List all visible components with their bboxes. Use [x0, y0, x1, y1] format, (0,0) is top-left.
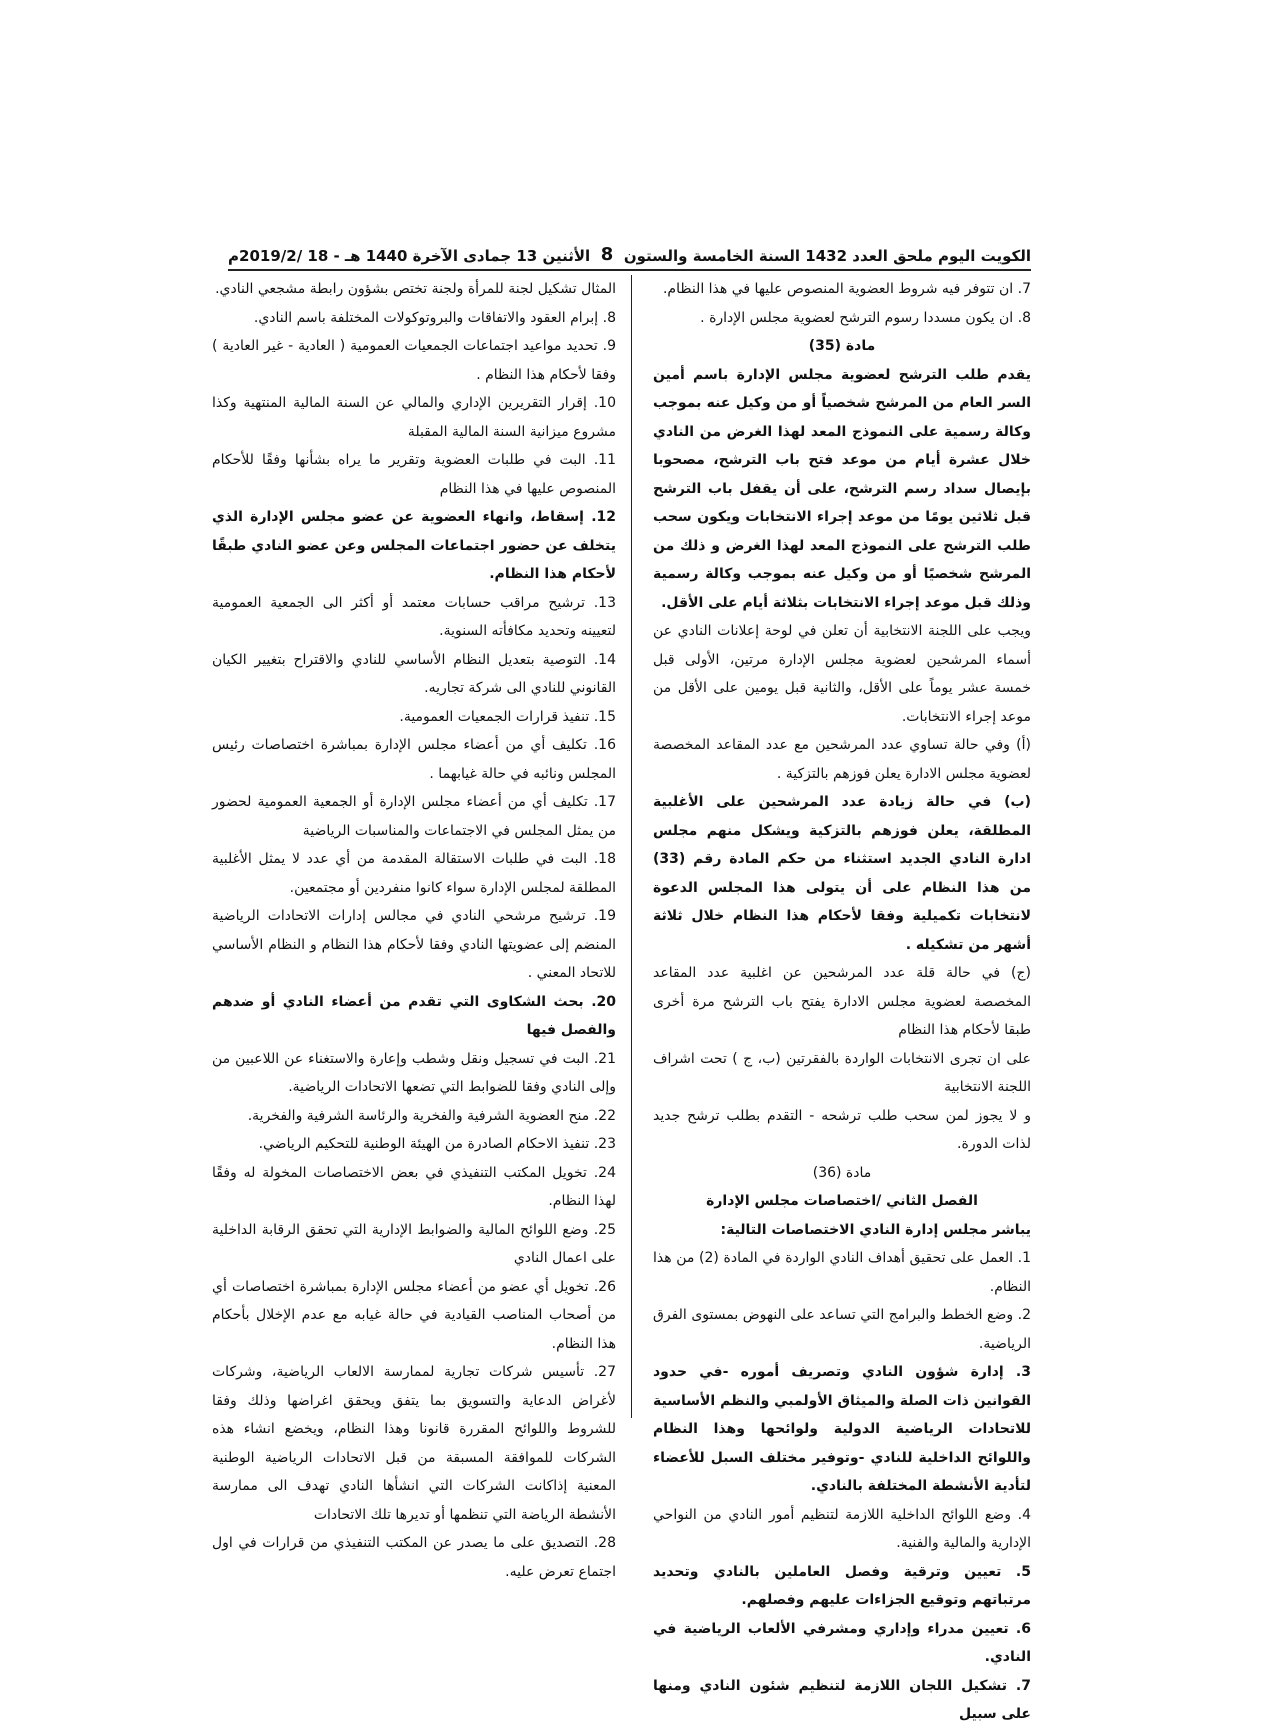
list-item: 28. التصديق على ما يصدر عن المكتب التنفيذي من قرارات في اول اجتماع تعرض عليه.	[212, 1535, 616, 1580]
list-item: 27. تأسيس شركات تجارية لممارسة الالعاب الرياضية، وشركات لأغراض الدعاية والتسويق بما يتفق ويحقق اغراضها وذلك وفقا للشروط واللوائح المقررة قانونا وهذا النظام، ويخضع انشاء هذه الشركات للموافقة المسبقة من قبل الاتحادات الرياضية الوطنية المعنية إذاكانت الشركات التي انشأها النادي تهدف الى ممارسة الأنشطة الرياضة التي تنظمها أو تديرها تلك الاتحادات	[212, 1364, 616, 1523]
list-item: 23. تنفيذ الاحكام الصادرة من الهيئة الوطنية للتحكيم الرياضي.	[258, 1136, 616, 1152]
list-item: 4. وضع اللوائح الداخلية اللازمة لتنظيم أمور النادي من النواحي الإدارية والمالية والفنية.	[653, 1506, 1031, 1551]
paragraph: (أ) وفي حالة تساوي عدد المرشحين مع عدد المقاعد المخصصة لعضوية مجلس الادارة يعلن فوزهم بالتزكية .	[653, 737, 1031, 782]
paragraph: (ب) في حالة زيادة عدد المرشحين على الأغلبية المطلقة، يعلن فوزهم بالتزكية ويشكل منهم مجلس ادارة النادي الجديد استثناء من حكم المادة رقم (33) من هذا النظام على أن يتولى هذا المجلس الدعوة لانتخابات تكميلية وفقا لأحكام هذا النظام خلال ثلاثة أشهر من تشكيله .	[653, 794, 1031, 953]
condition-item: 8. ان يكون مسددا رسوم الترشح لعضوية مجلس الإدارة .	[700, 309, 1031, 326]
list-item: 8. إبرام العقود والاتفاقات والبروتوكولات المختلفة باسم النادي.	[253, 309, 616, 326]
list-item: 22. منح العضوية الشرفية والفخرية والرئاسة الشرفية والفخرية.	[247, 1107, 616, 1124]
list-item: 11. البت في طلبات العضوية وتقرير ما يراه بشأنها وفقًا للأحكام المنصوص عليها في هذا النظام	[212, 452, 616, 497]
publication-title: الكويت اليوم ملحق العدد 1432 السنة الخامسة والستون	[623, 247, 1031, 265]
paragraph: (ج) في حالة قلة عدد المرشحين عن اغلبية عدد المقاعد المخصصة لعضوية مجلس الادارة يفتح باب الترشح مرة أخرى طبقا لأحكام هذا النظام	[653, 965, 1031, 1038]
left-column	[212, 275, 616, 1586]
list-item: 5. تعيين وترقية وفصل العاملين بالنادي وتحديد مرتباتهم وتوقيع الجزاءات عليهم وفصلهم.	[653, 1563, 1031, 1608]
list-item: 20. بحث الشكاوى التي تقدم من أعضاء النادي أو ضدهم والفصل فيها	[212, 993, 616, 1038]
list-item: 25. وضع اللوائح المالية والضوابط الإدارية التي تحقق الرقابة الداخلية على اعمال النادي	[212, 1221, 616, 1266]
paragraph: على ان تجرى الانتخابات الواردة بالفقرتين (ب، ج ) تحت اشراف اللجنة الانتخابية	[653, 1050, 1031, 1095]
column-divider	[631, 275, 632, 1418]
list-item: 14. التوصية بتعديل النظام الأساسي للنادي والاقتراح بتغيير الكيان القانوني للنادي الى شركة تجاريه.	[212, 651, 616, 696]
list-item: 1. العمل على تحقيق أهداف النادي الواردة في المادة (2) من هذا النظام.	[653, 1250, 1031, 1295]
article-heading: مادة (36)	[812, 1164, 872, 1181]
list-item: 18. البت في طلبات الاستقالة المقدمة من أي عدد لا يمثل الأغلبية المطلقة لمجلس الإدارة سواء كانوا منفردين أو مجتمعين.	[212, 851, 616, 896]
condition-item: 7. ان تتوفر فيه شروط العضوية المنصوص عليها في هذا النظام.	[662, 281, 1031, 297]
issue-date: الأثنين 13 جمادى الآخرة 1440 هـ - 18 /2019/2م	[228, 247, 591, 265]
list-item: 24. تخويل المكتب التنفيذي في بعض الاختصاصات المخولة له وفقًا لهذا النظام.	[212, 1164, 616, 1209]
paragraph: يباشر مجلس إدارة النادي الاختصاصات التالية:	[720, 1221, 1031, 1238]
page-number: 8	[600, 244, 614, 265]
paragraph: و لا يجوز لمن سحب طلب ترشحه - التقدم بطلب ترشح جديد لذات الدورة.	[653, 1107, 1031, 1152]
list-item: 6. تعيين مدراء وإداري ومشرفي الألعاب الرياضية في النادي.	[653, 1620, 1031, 1665]
list-item: 15. تنفيذ قرارات الجمعيات العمومية.	[399, 708, 616, 725]
list-item: 16. تكليف أي من أعضاء مجلس الإدارة بمباشرة اختصاصات رئيس المجلس ونائبه في حالة غيابهما .	[212, 737, 616, 782]
list-item: 7. تشكيل اللجان اللازمة لتنظيم شئون النادي ومنها على سبيل	[653, 1677, 1031, 1722]
list-item: 17. تكليف أي من أعضاء مجلس الإدارة أو الجمعية العمومية لحضور من يمثل المجلس في الاجتماعات والمناسبات الرياضية	[212, 794, 616, 839]
list-item: 21. البت في تسجيل ونقل وشطب وإعارة والاستغناء عن اللاعبين من وإلى النادي وفقا للضوابط التي تضعها الاتحادات الرياضية.	[212, 1050, 616, 1095]
article-heading: مادة (35)	[808, 338, 876, 354]
list-item: 19. ترشيح مرشحي النادي في مجالس إدارات الاتحادات الرياضية المنضم إلى عضويتها النادي وفقا لأحكام هذا النظام و النظام الأساسي للاتحاد المعني .	[212, 908, 616, 981]
list-item: 10. إقرار التقريرين الإداري والمالي عن السنة المالية المنتهية وكذا مشروع ميزانية السنة المالية المقبلة	[212, 395, 616, 440]
paragraph: ويجب على اللجنة الانتخابية أن تعلن في لوحة إعلانات النادي عن أسماء المرشحين لعضوية مجلس الإدارة مرتين، الأولى قبل خمسة عشر يوماً على الأقل، والثانية قبل يومين على الأقل من موعد إجراء الانتخابات.	[653, 623, 1031, 725]
list-item: 2. وضع الخطط والبرامج التي تساعد على النهوض بمستوى الفرق الرياضية.	[653, 1307, 1031, 1352]
list-item: 26. تخويل أي عضو من أعضاء مجلس الإدارة بمباشرة اختصاصات أي من أصحاب المناصب القيادية في حالة غيابه مع عدم الإخلال بأحكام هذا النظام.	[212, 1278, 616, 1352]
page-header	[228, 237, 1031, 265]
paragraph: يقدم طلب الترشح لعضوية مجلس الإدارة باسم أمين السر العام من المرشح شخصياً أو من وكيل عنه بموجب وكالة رسمية على النموذج المعد لهذا الغرض من النادي خلال عشرة أيام من موعد فتح باب الترشح، مصحوبا بإيصال سداد رسم الترشح، على أن يقفل باب الترشح قبل ثلاثين يومًا من موعد إجراء الانتخابات ويكون سحب طلب الترشح على النموذج المعد لهذا الغرض و ذلك من المرشح شخصيًا أو من وكيل عنه بموجب وكالة رسمية وذلك قبل موعد إجراء الانتخابات بثلاثة أيام على الأقل.	[653, 366, 1031, 611]
list-item: 12. إسقاط، وانهاء العضوية عن عضو مجلس الإدارة الذي يتخلف عن حضور اجتماعات المجلس وعن عضو النادي طبقًا لأحكام هذا النظام.	[212, 509, 616, 582]
list-item: المثال تشكيل لجنة للمرأة ولجنة تختص بشؤون رابطة مشجعي النادي.	[215, 281, 616, 297]
list-item: 3. إدارة شؤون النادي وتصريف أموره -في حدود القوانين ذات الصلة والميثاق الأولمبي والنظم الأساسية للاتحادات الرياضية الدولية ولوائحها وهذا النظام واللوائح الداخلية للنادي -وتوفير مختلف السبل للأعضاء لتأدية الأنشطة المختلفة بالنادي.	[653, 1364, 1031, 1494]
header-rule	[228, 269, 1031, 271]
list-item: 13. ترشيح مراقب حسابات معتمد أو أكثر الى الجمعية العمومية لتعيينه وتحديد مكافأته السنوية.	[212, 594, 616, 639]
right-column	[653, 275, 1031, 1729]
chapter-heading: الفصل الثاني /اختصاصات مجلس الإدارة	[706, 1193, 978, 1209]
list-item: 9. تحديد مواعيد اجتماعات الجمعيات العمومية ( العادية - غير العادية ) وفقا لأحكام هذا النظام .	[212, 338, 616, 383]
